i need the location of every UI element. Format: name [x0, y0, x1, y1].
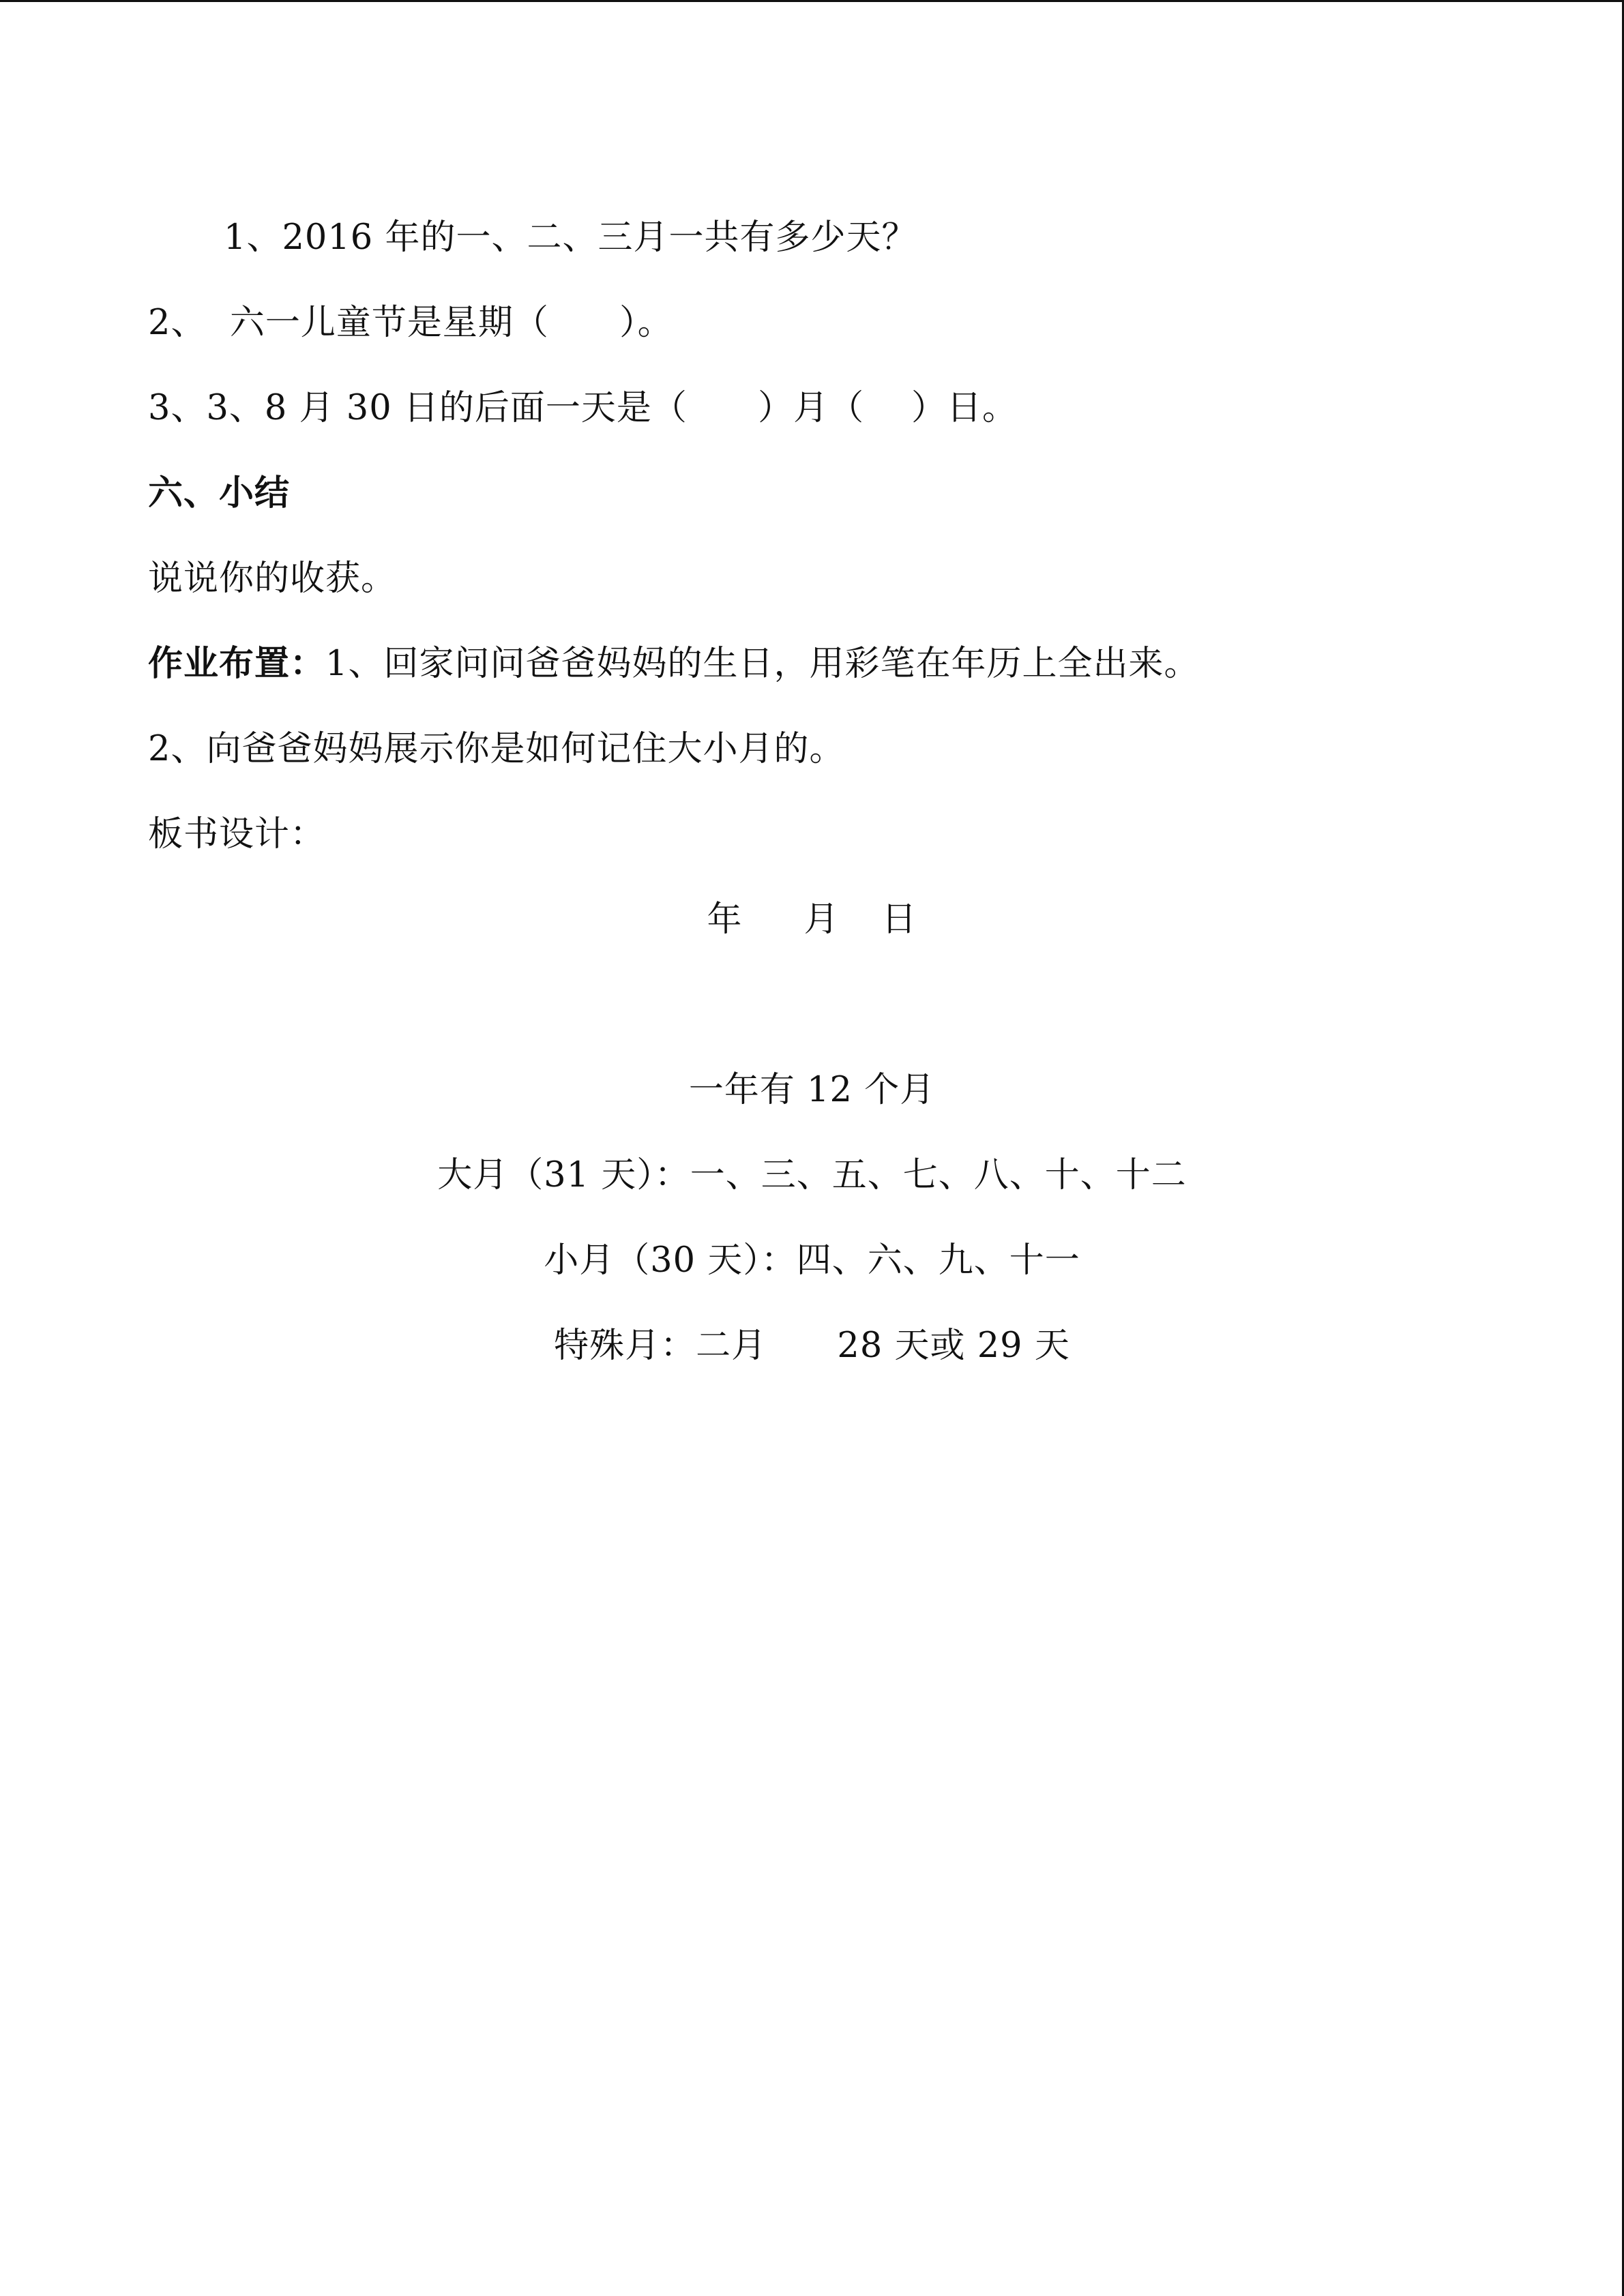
- homework-item-2: 2、向爸爸妈妈展示你是如何记住大小月的。: [148, 729, 845, 769]
- question-2: 2、 六一儿童节是星期（ ）。: [148, 303, 673, 343]
- homework-item-1: 1、回家问问爸爸妈妈的生日，用彩笔在年历上全出来。: [325, 644, 1200, 684]
- board-line-3: 小月（30 天）：四、六、九、十一: [544, 1240, 1080, 1281]
- question-3: 3、3、8 月 30 日的后面一天是（ ）月（ ）日。: [148, 388, 1018, 428]
- board-label: 板书设计：: [148, 814, 326, 854]
- page-border-top: [0, 0, 1624, 2]
- homework-line-1: [148, 643, 1199, 685]
- board-line-1: 一年有 12 个月: [688, 1070, 936, 1110]
- board-line-2: 大月（31 天）：一、三、五、七、八、十、十二: [437, 1155, 1187, 1195]
- summary-heading: 六、小结: [148, 473, 291, 513]
- question-1: 1、2016 年的一、二、三月一共有多少天？: [224, 218, 917, 258]
- summary-text: 说说你的收获。: [148, 558, 397, 599]
- board-title: [0, 899, 1624, 941]
- board-title-month: 月: [803, 899, 840, 940]
- homework-label: 作业布置：: [148, 644, 326, 684]
- board-title-day: 日: [881, 899, 917, 940]
- board-title-year: 年: [707, 899, 743, 940]
- board-line-4: 特殊月：二月 28 天或 29 天: [554, 1326, 1070, 1366]
